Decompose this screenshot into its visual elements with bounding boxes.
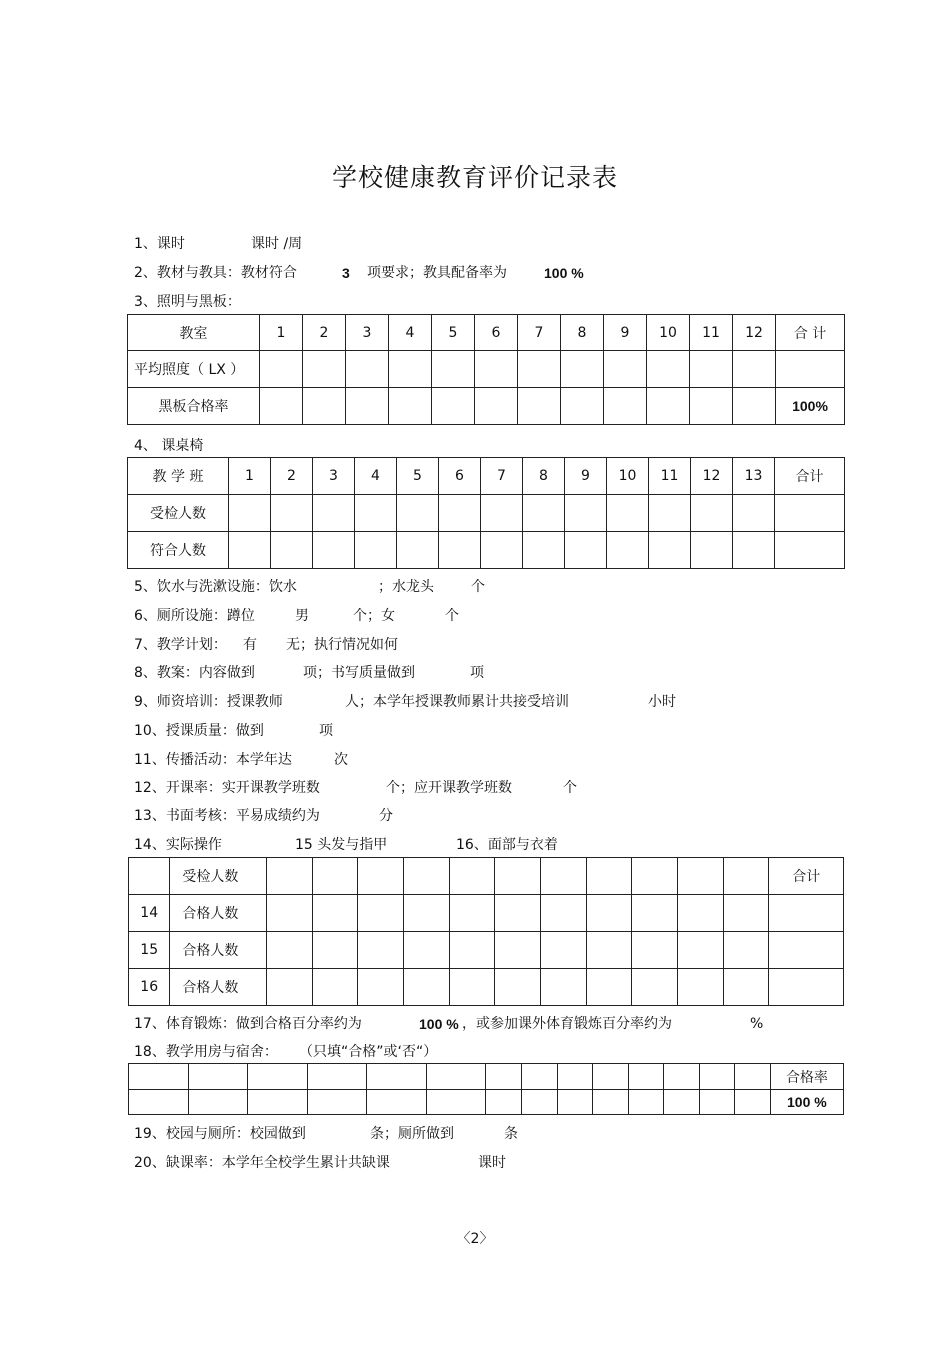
empty-cell [723, 858, 769, 895]
empty-cell [541, 969, 587, 1006]
header-cell: 9 [565, 458, 607, 495]
empty-cell [776, 351, 845, 388]
empty-cell [723, 895, 769, 932]
empty-cell [632, 858, 678, 895]
empty-cell [632, 932, 678, 969]
item-7-yes: 有 [243, 637, 257, 653]
empty-cell [678, 932, 724, 969]
empty-cell [481, 532, 523, 569]
empty-cell [312, 932, 358, 969]
rate-label: 合格率 [770, 1064, 843, 1090]
empty-cell [522, 1090, 558, 1115]
empty-cell [775, 495, 845, 532]
item-12-unit: 个 [563, 780, 577, 796]
rate-value: 100 % [770, 1090, 843, 1115]
item-20-label: 20、缺课率：本学年全校学生累计共缺课 [134, 1155, 390, 1171]
empty-cell [129, 858, 170, 895]
empty-cell [586, 932, 632, 969]
row-number: 16 [129, 969, 170, 1006]
empty-cell [523, 532, 565, 569]
empty-cell [769, 969, 844, 1006]
empty-cell [632, 969, 678, 1006]
empty-cell [404, 895, 450, 932]
row-label: 合格人数 [170, 932, 267, 969]
empty-cell [495, 858, 541, 895]
empty-cell [699, 1064, 735, 1090]
header-cell: 教 学 班 [128, 458, 229, 495]
header-cell: 5 [397, 458, 439, 495]
header-cell: 7 [518, 315, 561, 351]
empty-cell [495, 895, 541, 932]
empty-cell [481, 495, 523, 532]
empty-cell [678, 895, 724, 932]
item-17-rate: 100 % [419, 1016, 459, 1032]
empty-cell [565, 532, 607, 569]
empty-cell [678, 969, 724, 1006]
empty-cell [586, 895, 632, 932]
header-cell: 12 [733, 315, 776, 351]
empty-cell [358, 969, 404, 1006]
empty-cell [561, 388, 604, 425]
empty-cell [129, 1090, 189, 1115]
empty-cell [303, 388, 346, 425]
empty-cell [541, 858, 587, 895]
empty-cell [647, 351, 690, 388]
header-cell: 合计 [775, 458, 845, 495]
item-20-unit: 课时 [478, 1155, 506, 1171]
empty-cell [346, 351, 389, 388]
empty-cell [733, 532, 775, 569]
table-row [128, 532, 845, 569]
empty-cell [486, 1090, 522, 1115]
empty-cell [495, 932, 541, 969]
empty-cell [586, 969, 632, 1006]
row-number: 14 [129, 895, 170, 932]
empty-cell [449, 858, 495, 895]
row-label: 受检人数 [170, 858, 267, 895]
empty-cell [129, 1064, 189, 1090]
header-cell: 11 [649, 458, 691, 495]
item-19-unit: 条 [504, 1126, 518, 1142]
item-10-unit: 项 [319, 723, 333, 739]
empty-cell [557, 1064, 593, 1090]
item-8-mid: 项；书写质量做到 [303, 665, 415, 681]
item-7-label: 7、教学计划： [134, 637, 227, 653]
table-row [129, 1064, 844, 1090]
lighting-table [127, 314, 845, 425]
empty-cell [260, 351, 303, 388]
empty-cell [541, 895, 587, 932]
item-7-no: 无；执行情况如何 [286, 637, 398, 653]
empty-cell [271, 532, 313, 569]
header-cell: 3 [346, 315, 389, 351]
empty-cell [355, 532, 397, 569]
empty-cell [267, 858, 313, 895]
empty-cell [518, 388, 561, 425]
empty-cell [260, 388, 303, 425]
table-row [129, 858, 844, 895]
item-17-unit: % [750, 1016, 764, 1032]
item-8-label: 8、教案：内容做到 [134, 665, 255, 681]
empty-cell [312, 969, 358, 1006]
item-1-unit: 课时 /周 [251, 236, 303, 252]
header-cell: 6 [439, 458, 481, 495]
header-cell: 1 [260, 315, 303, 351]
empty-cell [486, 1064, 522, 1090]
empty-cell [358, 895, 404, 932]
item-11-label: 11、传播活动：本学年达 [134, 752, 292, 768]
empty-cell [426, 1064, 486, 1090]
empty-cell [313, 532, 355, 569]
empty-cell [523, 495, 565, 532]
item-2-label: 2、教材与教具：教材符合 [134, 265, 297, 281]
empty-cell [735, 1090, 771, 1115]
empty-cell [723, 932, 769, 969]
empty-cell [678, 858, 724, 895]
empty-cell [649, 495, 691, 532]
item-12-mid: 个；应开课教学班数 [386, 780, 512, 796]
practical-table [128, 857, 844, 1006]
table-row [129, 895, 844, 932]
item-11-unit: 次 [334, 752, 348, 768]
empty-cell [691, 532, 733, 569]
empty-cell [389, 388, 432, 425]
header-cell: 12 [691, 458, 733, 495]
empty-cell [604, 351, 647, 388]
empty-cell [604, 388, 647, 425]
item-19-label: 19、校园与厕所：校园做到 [134, 1126, 306, 1142]
table-row [129, 932, 844, 969]
item-17-mid: ，或参加课外体育锻炼百分率约为 [462, 1016, 672, 1032]
item-18-note: （只填“合格”或‘否“） [299, 1044, 438, 1060]
empty-cell [312, 858, 358, 895]
header-cell: 4 [389, 315, 432, 351]
empty-cell [607, 532, 649, 569]
item-3-label: 3、照明与黑板： [134, 294, 241, 310]
empty-cell [475, 351, 518, 388]
empty-cell [664, 1064, 700, 1090]
empty-cell [449, 969, 495, 1006]
empty-cell [439, 495, 481, 532]
header-cell: 合计 [769, 858, 844, 895]
row-label: 符合人数 [128, 532, 229, 569]
item-13-unit: 分 [379, 808, 393, 824]
page-title: 学校健康教育评价记录表 [331, 163, 618, 192]
header-cell: 8 [523, 458, 565, 495]
item-10-label: 10、授课质量：做到 [134, 723, 264, 739]
header-cell: 2 [271, 458, 313, 495]
empty-cell [397, 532, 439, 569]
empty-cell [248, 1064, 308, 1090]
item-1-label: 1、课时 [134, 236, 185, 252]
header-cell: 11 [690, 315, 733, 351]
empty-cell [355, 495, 397, 532]
empty-cell [439, 532, 481, 569]
rooms-table [128, 1063, 844, 1115]
empty-cell [775, 532, 845, 569]
row-label: 合格人数 [170, 895, 267, 932]
empty-cell [664, 1090, 700, 1115]
empty-cell [404, 858, 450, 895]
table-row [128, 458, 845, 495]
empty-cell [229, 495, 271, 532]
table-row [129, 1090, 844, 1115]
empty-cell [690, 351, 733, 388]
empty-cell [565, 495, 607, 532]
item-2-rate: 100 % [544, 265, 584, 281]
empty-cell [307, 1064, 367, 1090]
header-cell: 6 [475, 315, 518, 351]
page-number: 〈2〉 [456, 1231, 494, 1247]
empty-cell [561, 351, 604, 388]
empty-cell [367, 1064, 427, 1090]
item-6-female: 个；女 [353, 608, 395, 624]
item-5-label: 5、饮水与洗漱设施：饮水 [134, 579, 297, 595]
table-row [128, 495, 845, 532]
item-12-label: 12、开课率：实开课教学班数 [134, 780, 320, 796]
empty-cell [267, 932, 313, 969]
empty-cell [522, 1064, 558, 1090]
item-6-unit: 个 [445, 608, 459, 624]
empty-cell [632, 895, 678, 932]
row-label: 合格人数 [170, 969, 267, 1006]
item-17-label: 17、体育锻炼：做到合格百分率约为 [134, 1016, 362, 1032]
table-row [129, 969, 844, 1006]
item-5-unit: 个 [471, 579, 485, 595]
empty-cell [593, 1090, 629, 1115]
empty-cell [307, 1090, 367, 1115]
empty-cell [267, 895, 313, 932]
header-cell: 9 [604, 315, 647, 351]
empty-cell [271, 495, 313, 532]
empty-cell [397, 495, 439, 532]
empty-cell [404, 932, 450, 969]
header-cell: 合 计 [776, 315, 845, 351]
item-9-unit: 小时 [648, 694, 676, 710]
empty-cell [188, 1090, 248, 1115]
header-cell: 10 [607, 458, 649, 495]
row-label: 受检人数 [128, 495, 229, 532]
empty-cell [358, 858, 404, 895]
desk-chair-table [127, 457, 845, 569]
empty-cell [593, 1064, 629, 1090]
header-cell: 13 [733, 458, 775, 495]
empty-cell [733, 388, 776, 425]
row-label: 平均照度（ LX ） [128, 351, 260, 388]
header-cell: 3 [313, 458, 355, 495]
empty-cell [649, 532, 691, 569]
header-cell: 8 [561, 315, 604, 351]
empty-cell [518, 351, 561, 388]
row-number: 15 [129, 932, 170, 969]
empty-cell [303, 351, 346, 388]
item-4-label: 4、 课桌椅 [134, 438, 204, 454]
empty-cell [404, 969, 450, 1006]
empty-cell [346, 388, 389, 425]
header-cell: 10 [647, 315, 690, 351]
empty-cell [733, 495, 775, 532]
empty-cell [557, 1090, 593, 1115]
header-cell: 7 [481, 458, 523, 495]
header-cell: 4 [355, 458, 397, 495]
header-cell: 1 [229, 458, 271, 495]
empty-cell [313, 495, 355, 532]
item-8-unit: 项 [470, 665, 484, 681]
table-row [128, 351, 845, 388]
empty-cell [723, 969, 769, 1006]
empty-cell [267, 969, 313, 1006]
empty-cell [769, 895, 844, 932]
item-9-mid: 人；本学年授课教师累计共接受培训 [345, 694, 569, 710]
empty-cell [769, 932, 844, 969]
empty-cell [607, 495, 649, 532]
empty-cell [691, 495, 733, 532]
empty-cell [733, 351, 776, 388]
empty-cell [229, 532, 271, 569]
empty-cell [690, 388, 733, 425]
item-14-label: 14、实际操作 [134, 837, 222, 853]
header-cell: 教室 [128, 315, 260, 351]
empty-cell [475, 388, 518, 425]
empty-cell [449, 932, 495, 969]
header-cell: 5 [432, 315, 475, 351]
empty-cell [586, 858, 632, 895]
item-16-label: 16、面部与衣着 [456, 837, 558, 853]
item-6-label: 6、厕所设施：蹲位 [134, 608, 255, 624]
empty-cell [495, 969, 541, 1006]
item-2-count: 3 [342, 265, 350, 281]
item-9-label: 9、师资培训：授课教师 [134, 694, 283, 710]
empty-cell [358, 932, 404, 969]
header-cell: 2 [303, 315, 346, 351]
empty-cell [432, 388, 475, 425]
empty-cell [628, 1090, 664, 1115]
empty-cell [248, 1090, 308, 1115]
item-5-mid: ；水龙头 [378, 579, 434, 595]
item-18-label: 18、教学用房与宿舍： [134, 1044, 278, 1060]
item-13-label: 13、书面考核：平易成绩约为 [134, 808, 320, 824]
empty-cell [312, 895, 358, 932]
item-19-mid: 条；厕所做到 [370, 1126, 454, 1142]
item-15-label: 15 头发与指甲 [295, 837, 388, 853]
empty-cell [699, 1090, 735, 1115]
table-row [128, 315, 845, 351]
item-2-mid: 项要求；教具配备率为 [367, 265, 507, 281]
row-label: 黑板合格率 [128, 388, 260, 425]
empty-cell [367, 1090, 427, 1115]
empty-cell [426, 1090, 486, 1115]
total-value: 100% [776, 388, 845, 425]
table-row [128, 388, 845, 425]
empty-cell [735, 1064, 771, 1090]
empty-cell [449, 895, 495, 932]
empty-cell [647, 388, 690, 425]
item-6-male: 男 [295, 608, 309, 624]
empty-cell [389, 351, 432, 388]
empty-cell [432, 351, 475, 388]
empty-cell [541, 932, 587, 969]
empty-cell [188, 1064, 248, 1090]
empty-cell [628, 1064, 664, 1090]
